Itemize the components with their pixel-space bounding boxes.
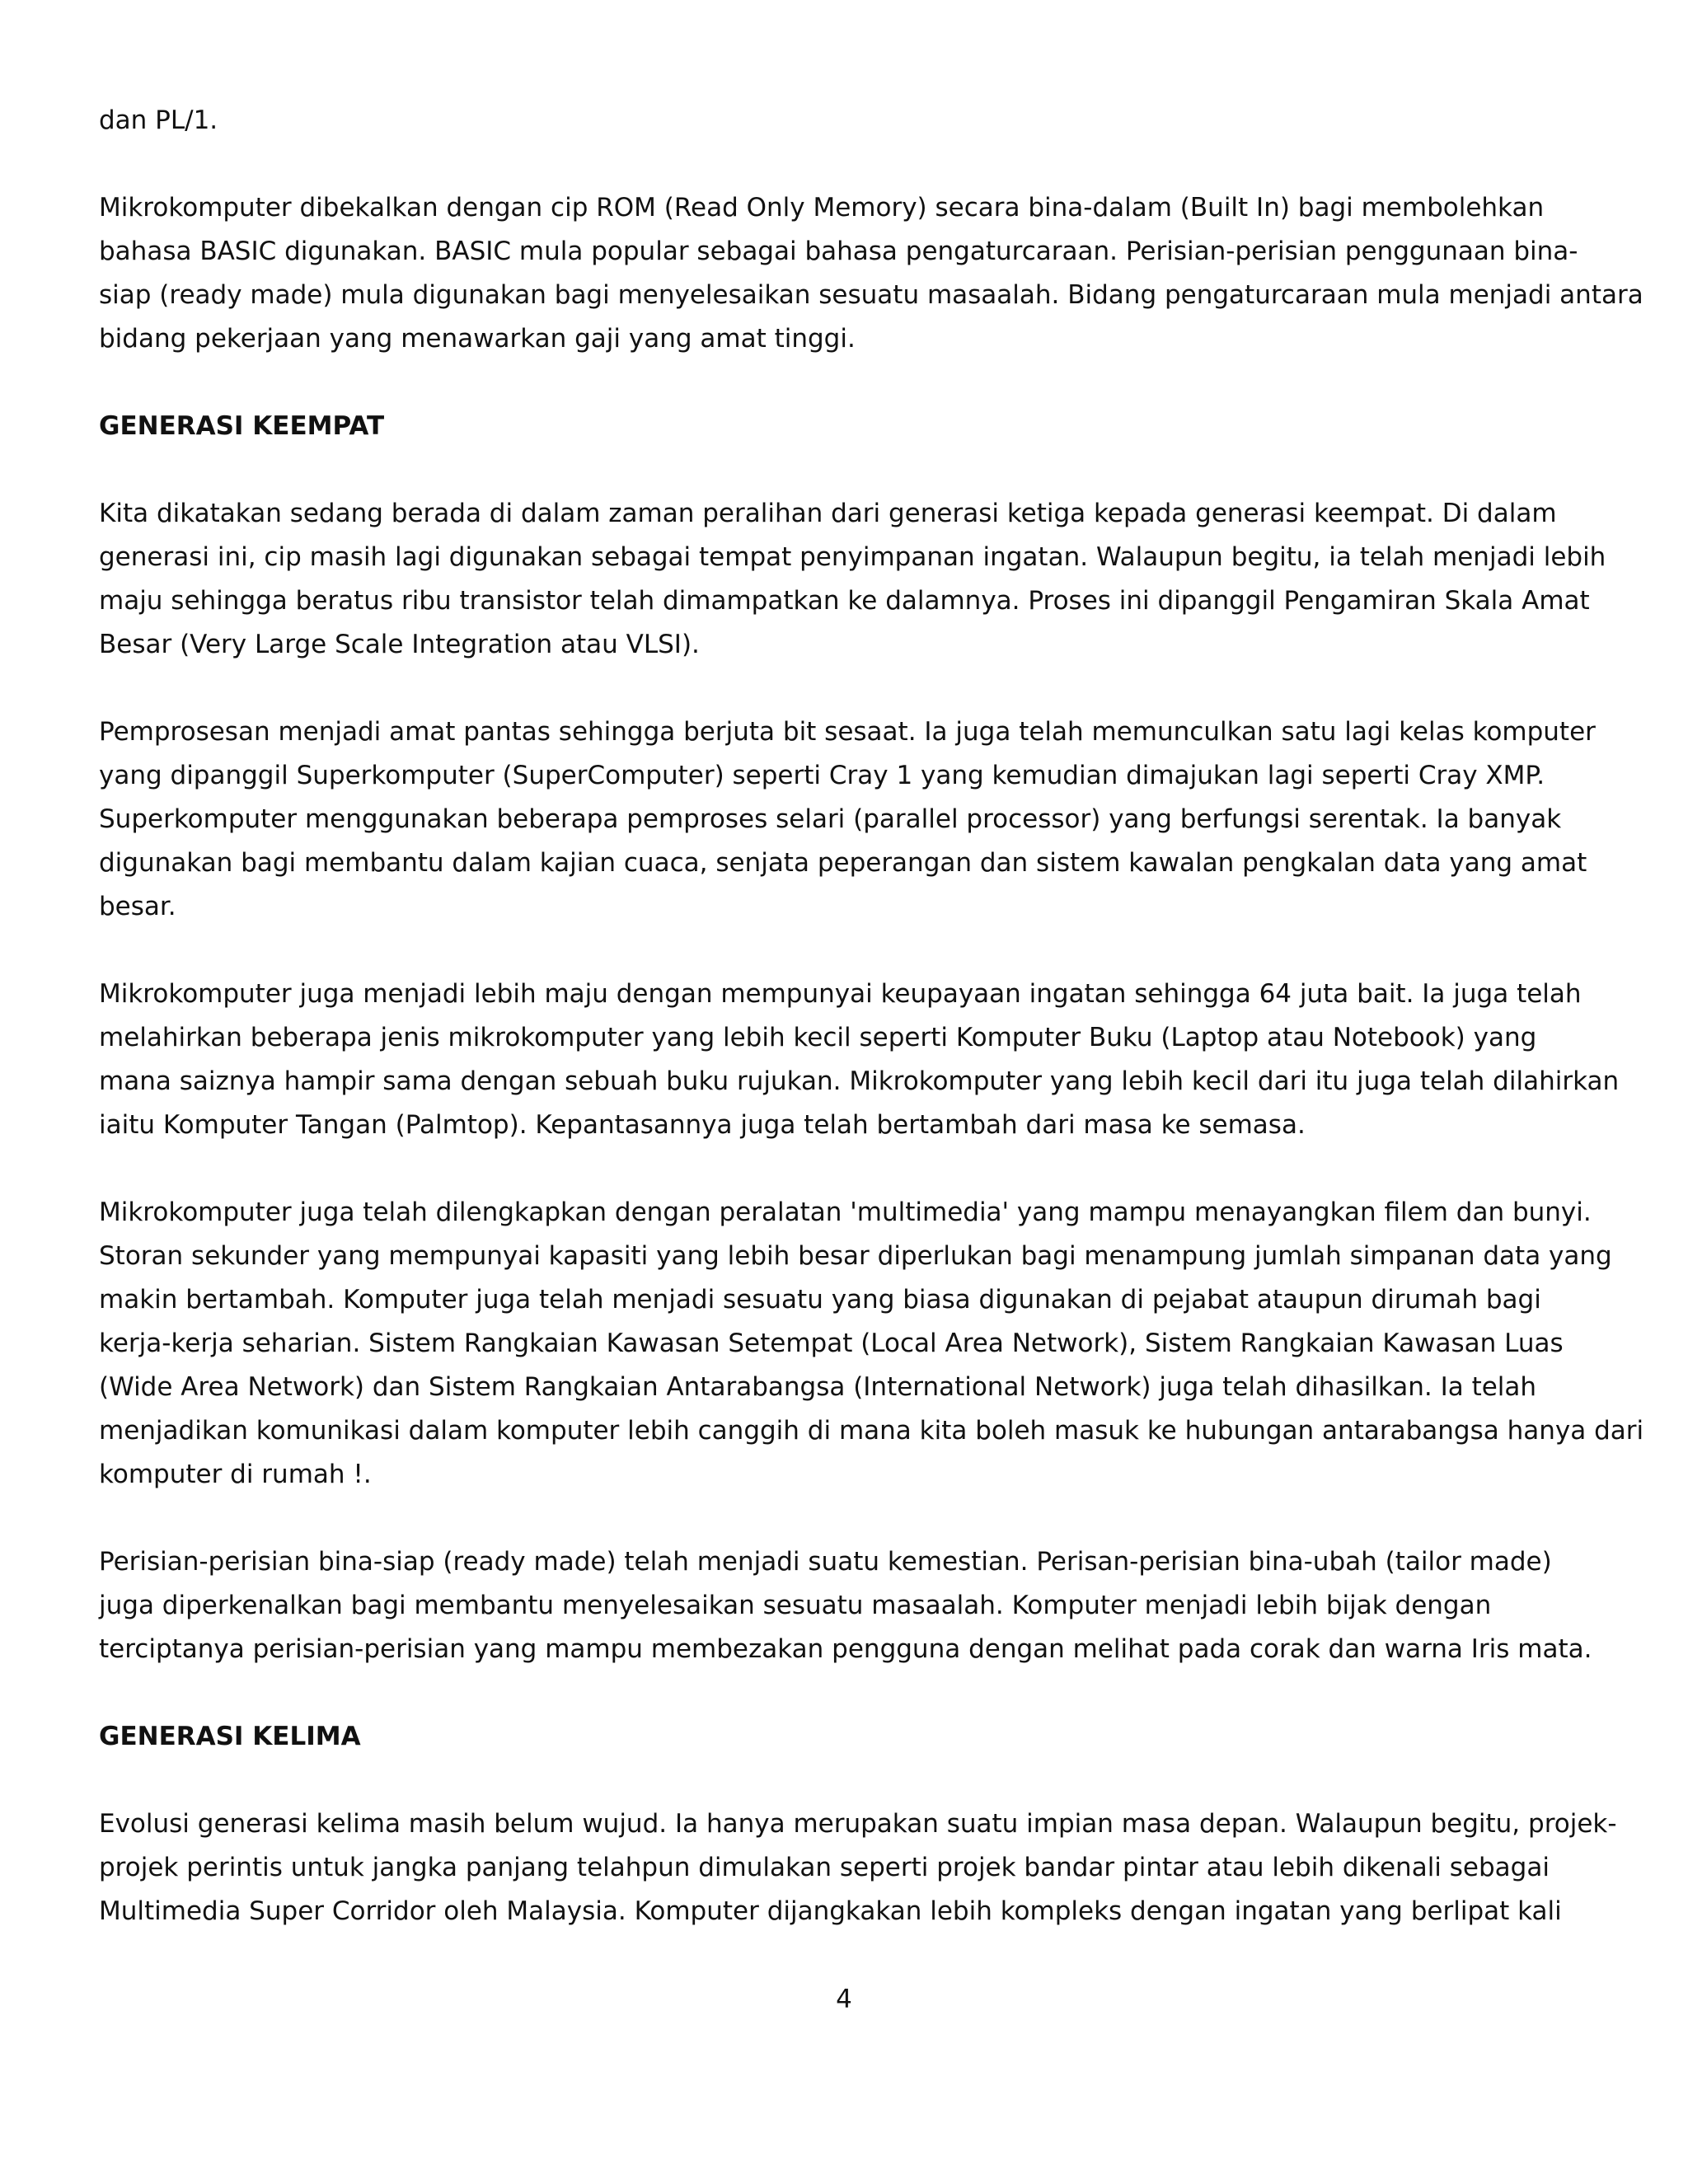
paragraph (99, 1540, 1607, 1671)
text-line: projek perintis untuk jangka panjang telahpun dimulakan seperti projek bandar pintar atau lebih dikenali sebagai (99, 1853, 1550, 1882)
text-line: maju sehingga beratus ribu transistor telah dimampatkan ke dalamnya. Proses ini dipanggil Pengamiran Skala Amat (99, 586, 1590, 616)
paragraph (99, 972, 1620, 1147)
text-line: bahasa BASIC digunakan. BASIC mula popular sebagai bahasa pengaturcaraan. Perisian-perisian penggunaan bina- (99, 237, 1578, 266)
text-line: melahirkan beberapa jenis mikrokomputer yang lebih kecil seperti Komputer Buku (Laptop atau Notebook) yang (99, 1023, 1537, 1052)
section-heading: GENERASI KELIMA (99, 1722, 361, 1751)
page-number: 4 (836, 1985, 852, 2014)
text-line: komputer di rumah !. (99, 1460, 372, 1489)
text-line: Pemprosesan menjadi amat pantas sehingga berjuta bit sesaat. Ia juga telah memunculkan satu lagi kelas komputer (99, 717, 1596, 747)
text-line: Mikrokomputer juga telah dilengkapkan dengan peralatan 'multimedia' yang mampu menayangkan filem dan bunyi. (99, 1197, 1592, 1227)
text-line: bidang pekerjaan yang menawarkan gaji yang amat tinggi. (99, 324, 856, 354)
text-line: (Wide Area Network) dan Sistem Rangkaian Antarabangsa (International Network) juga telah dihasilkan. Ia telah (99, 1372, 1537, 1402)
paragraph (99, 99, 1607, 143)
paragraph (99, 186, 1643, 361)
paragraph (99, 1802, 1617, 1933)
paragraph (99, 492, 1607, 667)
text-line: Besar (Very Large Scale Integration atau VLSI). (99, 630, 700, 659)
text-line: kerja-kerja seharian. Sistem Rangkaian Kawasan Setempat (Local Area Network), Sistem Rangkaian Kawasan Luas (99, 1329, 1564, 1358)
paragraph (99, 710, 1607, 929)
text-line: Evolusi generasi kelima masih belum wujud. Ia hanya merupakan suatu impian masa depan. Walaupun begitu, projek- (99, 1809, 1617, 1839)
text-line: Multimedia Super Corridor oleh Malaysia. Komputer dijangkakan lebih kompleks dengan ingatan yang berlipat kali (99, 1896, 1562, 1926)
text-line: siap (ready made) mula digunakan bagi menyelesaikan sesuatu masaalah. Bidang pengaturcaraan mula menjadi antara (99, 280, 1643, 310)
section-heading: GENERASI KEEMPAT (99, 411, 385, 441)
paragraph (99, 1191, 1644, 1497)
text-line: besar. (99, 892, 176, 921)
text-line: makin bertambah. Komputer juga telah menjadi sesuatu yang biasa digunakan di pejabat ataupun dirumah bagi (99, 1285, 1541, 1315)
text-line: menjadikan komunikasi dalam komputer lebih canggih di mana kita boleh masuk ke hubungan antarabangsa hanya dari (99, 1416, 1644, 1446)
document-body (99, 99, 1644, 1977)
text-line: Perisian-perisian bina-siap (ready made) telah menjadi suatu kemestian. Perisan-perisian bina-ubah (tailor made) (99, 1547, 1552, 1577)
text-line: juga diperkenalkan bagi membantu menyelesaikan sesuatu masaalah. Komputer menjadi lebih bijak dengan (99, 1591, 1492, 1620)
text-line: Mikrokomputer juga menjadi lebih maju dengan mempunyai keupayaan ingatan sehingga 64 juta bait. Ia juga telah (99, 979, 1582, 1009)
text-line: Storan sekunder yang mempunyai kapasiti yang lebih besar diperlukan bagi menampung jumlah simpanan data yang (99, 1241, 1612, 1271)
text-line: generasi ini, cip masih lagi digunakan sebagai tempat penyimpanan ingatan. Walaupun begitu, ia telah menjadi lebih (99, 542, 1606, 572)
text-line: iaitu Komputer Tangan (Palmtop). Kepantasannya juga telah bertambah dari masa ke semasa. (99, 1110, 1306, 1140)
text-line: terciptanya perisian-perisian yang mampu membezakan pengguna dengan melihat pada corak dan warna Iris mata. (99, 1634, 1592, 1664)
text-line: digunakan bagi membantu dalam kajian cuaca, senjata peperangan dan sistem kawalan pengkalan data yang amat (99, 848, 1587, 878)
text-line: mana saiznya hampir sama dengan sebuah buku rujukan. Mikrokomputer yang lebih kecil dari itu juga telah dilahirkan (99, 1066, 1620, 1096)
text-line: dan PL/1. (99, 105, 218, 135)
text-line: Mikrokomputer dibekalkan dengan cip ROM (Read Only Memory) secara bina-dalam (Built In) bagi membolehkan (99, 193, 1545, 223)
text-line: yang dipanggil Superkomputer (SuperComputer) seperti Cray 1 yang kemudian dimajukan lagi seperti Cray XMP. (99, 761, 1545, 790)
text-line: Kita dikatakan sedang berada di dalam zaman peralihan dari generasi ketiga kepada generasi keempat. Di dalam (99, 499, 1557, 528)
text-line: Superkomputer menggunakan beberapa pemproses selari (parallel processor) yang berfungsi serentak. Ia banyak (99, 804, 1562, 834)
